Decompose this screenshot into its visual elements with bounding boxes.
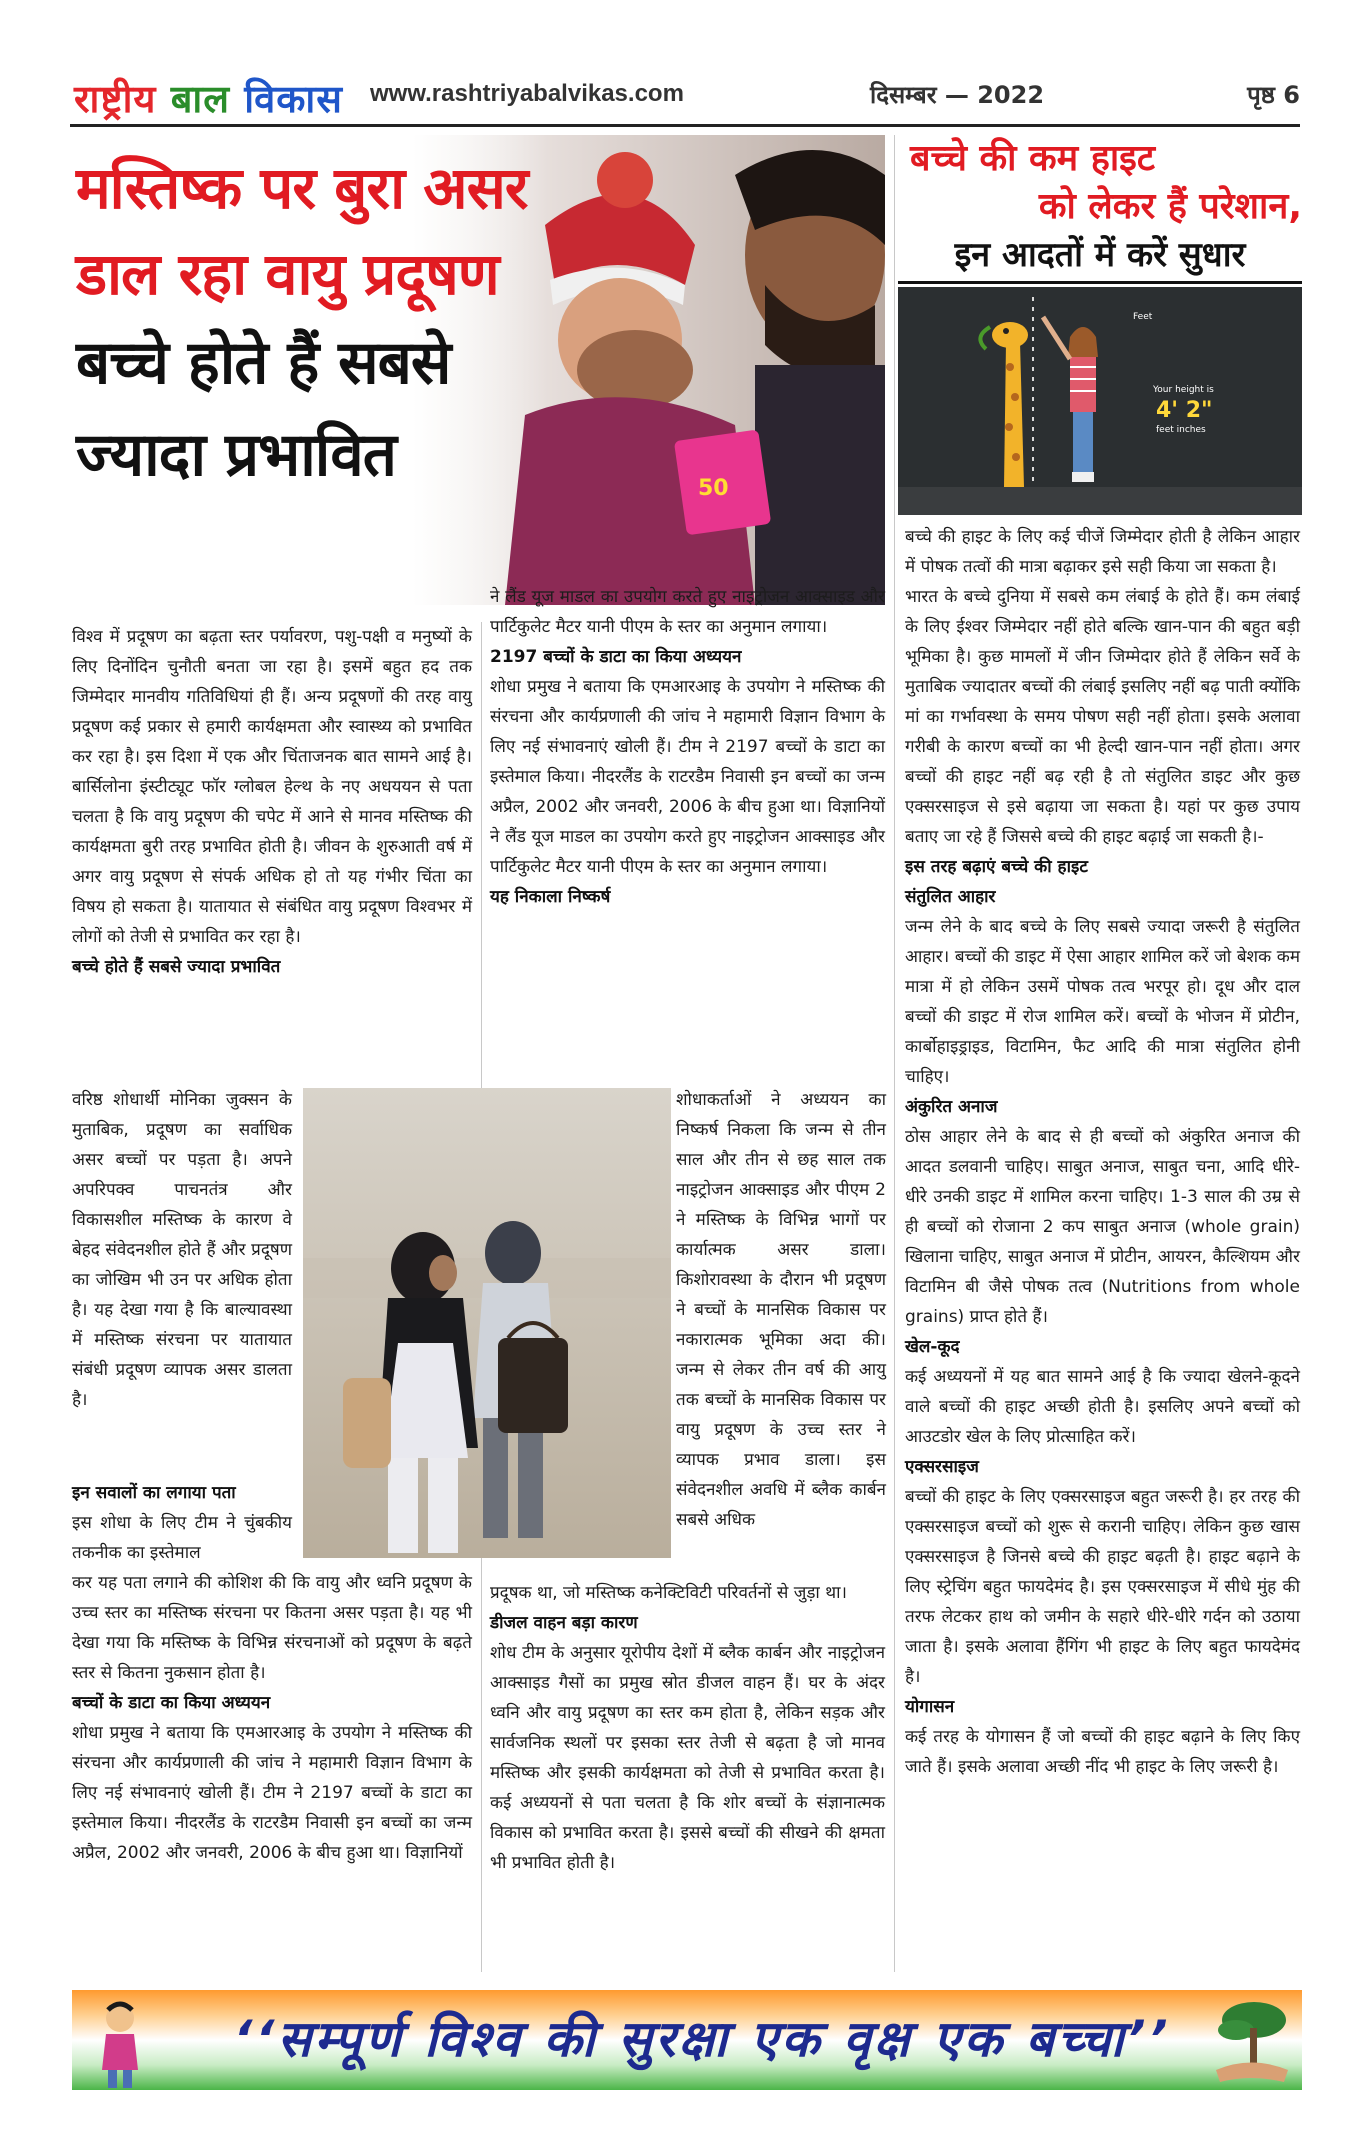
- issue-month: दिसम्बर: [870, 81, 937, 109]
- article-column-1-wrap: [72, 1085, 292, 1415]
- banner-slogan: ‘‘सम्पूर्ण विश्व की सुरक्षा एक वृक्ष एक बच्चा’’: [233, 2010, 1171, 2068]
- article-paragraph: भारत के बच्चे दुनिया में सबसे कम लंबाई के होते हैं। कम लंबाई के लिए ईश्वर जिम्मेदार नहीं होते बल्कि खान-पान की बहुत बड़ी भूमिका है। कुछ मामलों में जीन जिम्मेदार होते हैं लेकिन सर्वे के मुताबिक ज्यादातर बच्चों की लंबाई इसलिए नहीं बढ़ पाती क्योंकि मां का गर्भावस्था के समय पोषण सही नहीं होता। इसके अलावा गरीबी के कारण बच्चों का भी हेल्दी खान-पान नहीं होता। अगर बच्चों की हाइट नहीं बढ़ रही है तो संतुलित डाइट और कुछ एक्सरसाइज से इसे बढ़ाया जा सकता है। यहां पर कुछ उपाय बताए जा रहे हैं जिससे बच्चे की हाइट बढ़ाई जा सकती है।-: [905, 587, 1300, 847]
- article-subheading: एक्सरसाइज: [905, 1457, 979, 1477]
- newspaper-logo: [74, 72, 343, 122]
- main-headline: [76, 145, 596, 501]
- article-paragraph: प्रदूषक था, जो मस्तिष्क कनेक्टिविटी परिवर्तनों से जुड़ा था।: [490, 1583, 847, 1603]
- chart-top-label: Feet: [1133, 312, 1153, 322]
- article-subheading: डीजल वाहन बड़ा कारण: [490, 1613, 638, 1633]
- article-subheading: संतुलित आहार: [905, 887, 996, 907]
- article-paragraph: कई अध्ययनों में यह बात सामने आई है कि ज्यादा खेलने-कूदने वाले बच्चों की हाइट अच्छी होती है। इसलिए अपने बच्चों को आउटडोर खेल के लिए प्रोत्साहित करें।: [905, 1367, 1300, 1447]
- page-number-value: 6: [1283, 81, 1300, 109]
- website-link[interactable]: www.rashtriyabalvikas.com: [370, 80, 684, 107]
- article-column-2-lower: [490, 1578, 885, 1878]
- masthead: [70, 72, 1300, 127]
- headline-line-1: मस्तिष्क पर बुरा असर: [76, 154, 528, 222]
- child-figure-icon: [80, 1990, 160, 2090]
- height-headline-line-3: इन आदतों में करें सुधार: [898, 231, 1302, 284]
- girls-in-dust-storm-photo: [303, 1088, 671, 1558]
- issue-year: 2022: [977, 81, 1045, 109]
- page-label: पृष्ठ: [1247, 81, 1275, 109]
- article-paragraph: शोधा प्रमुख ने बताया कि एमआरआइ के उपयोग ने मस्तिष्क की संरचना और कार्यप्रणाली की जांच ने महामारी विज्ञान विभाग के लिए नई संभावनाएं खोली हैं। टीम ने 2197 बच्चों के डाटा का इस्तेमाल किया। नीदरलैंड के राटरडैम निवासी इन बच्चों का जन्म अप्रैल, 2002 और जनवरी, 2006 के बीच हुआ था। विज्ञानियों: [72, 1723, 472, 1863]
- article-subheading: अंकुरित अनाज: [905, 1097, 998, 1117]
- article-paragraph: शोधा प्रमुख ने बताया कि एमआरआइ के उपयोग ने मस्तिष्क की संरचना और कार्यप्रणाली की जांच ने महामारी विज्ञान विभाग के लिए नई संभावनाएं खोली हैं। टीम ने 2197 बच्चों के डाटा का इस्तेमाल किया। नीदरलैंड के राटरडैम निवासी इन बच्चों का जन्म अप्रैल, 2002 और जनवरी, 2006 के बीच हुआ था। विज्ञानियों ने लैंड यूज माडल का उपयोग करते हुए नाइट्रोजन आक्साइड और पार्टिकुलेट मैटर यानी पीएम के स्तर का अनुमान लगाया।: [490, 677, 885, 877]
- column-divider: [894, 135, 895, 1972]
- chart-units: feet inches: [1156, 425, 1206, 435]
- article-paragraph: विश्व में प्रदूषण का बढ़ता स्तर पर्यावरण, पशु-पक्षी व मनुष्यों के लिए दिनोंदिन चुनौती बनता जा रहा है। इसमें बहुत हद तक जिम्मेदार मानवीय गतिविधियां ही हैं। अन्य प्रदूषणों की तरह वायु प्रदूषण कई प्रकार से हमारी कार्यक्षमता और स्वास्थ्य को प्रभावित कर रहा है। इस दिशा में एक और चिंताजनक बात सामने आई है। बार्सिलोना इंस्टीट्यूट फॉर ग्लोबल हेल्थ के नए अधययन से पता चलता है कि वायु प्रदूषण की चपेट में आने से मानव मस्तिष्क की कार्यक्षमता बुरी तरह प्रभावित होती है। जीवन के शुरुआती वर्ष में अगर वायु प्रदूषण से संपर्क अधिक हो तो यह गंभीर चिंता का विषय हो सकता है। यातायात से संबंधित वायु प्रदूषण विश्वभर में लोगों को तेजी से प्रभावित कर रहा है।: [72, 627, 472, 947]
- article-subheading: इन सवालों का लगाया पता: [72, 1483, 236, 1503]
- main-story-headline-block: [70, 135, 885, 605]
- article-column-2: [490, 582, 885, 912]
- logo-word-2: बाल: [170, 77, 231, 121]
- date-dash: —: [944, 81, 969, 109]
- logo-word-1: राष्ट्रीय: [74, 77, 157, 121]
- logo-word-3: विकास: [244, 77, 343, 121]
- article-subheading: योगासन: [905, 1697, 955, 1717]
- article-subheading: 2197 बच्चों के डाटा का किया अध्ययन: [490, 647, 742, 667]
- article-column-1-lower-b: [72, 1568, 472, 1868]
- article-subheading: बच्चों के डाटा का किया अध्ययन: [72, 1693, 271, 1713]
- article-paragraph: ने लैंड यूज माडल का उपयोग करते हुए नाइट्रोजन आक्साइड और पार्टिकुलेट मैटर यानी पीएम के स्तर का अनुमान लगाया।: [490, 587, 885, 637]
- article-column-2-wrap: [676, 1085, 886, 1535]
- article-column-1-wrap-2: [72, 1508, 292, 1568]
- chart-height-value: 4' 2": [1156, 398, 1213, 423]
- article-paragraph: इस शोधा के लिए टीम ने चुंबकीय तकनीक का इस्तेमाल: [72, 1513, 292, 1563]
- article-subheading: इस तरह बढ़ाएं बच्चे की हाइट: [905, 857, 1088, 877]
- article-paragraph: ठोस आहार लेने के बाद से ही बच्चों को अंकुरित अनाज की आदत डलवानी चाहिए। साबुत अनाज, साबुत चना, आदि धीरे-धीरे उनकी डाइट में शामिल करना चाहिए। 1-3 साल की उम्र से ही बच्चों को रोजाना 2 कप साबुत अनाज (whole grain) खिलाना चाहिए, साबुत अनाज में प्रोटीन, आयरन, कैल्शियम और विटामिन बी जैसे पोषक तत्व (Nutritions from whole grains) प्राप्त होते हैं।: [905, 1127, 1300, 1327]
- slogan-banner: [72, 1990, 1302, 2090]
- article-column-1: [72, 622, 472, 982]
- article-column-3: [905, 522, 1300, 1782]
- snack-packet-label: 50: [698, 476, 729, 501]
- height-headline-line-1: बच्चे की कम हाइट: [910, 138, 1155, 179]
- height-chart-illustration: [898, 287, 1302, 515]
- giraffe-height-chart-photo: [898, 287, 1302, 515]
- article-paragraph: कर यह पता लगाने की कोशिश की कि वायु और ध्वनि प्रदूषण के उच्च स्तर का मस्तिष्क संरचना पर कितना असर पड़ता है। यह भी देखा गया कि मस्तिष्क के विभिन्न संरचनाओं को प्रदूषण के बढ़ते स्तर से कितना नुकसान होता है।: [72, 1573, 472, 1683]
- page-number: [1247, 78, 1300, 111]
- height-story-headline: [898, 135, 1302, 284]
- article-subheading: बच्चे होते हैं सबसे ज्यादा प्रभावित: [72, 957, 281, 977]
- article-paragraph: शोध टीम के अनुसार यूरोपीय देशों में ब्लैक कार्बन और नाइट्रोजन आक्साइड गैसों का प्रमुख स्रोत डीजल वाहन हैं। घर के अंदर ध्वनि और वायु प्रदूषण का स्तर कम होता है, लेकिन सड़क और सार्वजनिक स्थलों पर इसका स्तर तेजी से बढ़ता है जो मानव मस्तिष्क और इसकी कार्यक्षमता को तेजी से प्रभावित करता है। कई अध्ययनों से पता चलता है कि शोर बच्चों के संज्ञानात्मक विकास को प्रभावित करता है। इससे बच्चों की सीखने की क्षमता भी प्रभावित होती है।: [490, 1643, 885, 1873]
- headline-line-3: बच्चे होते हैं सबसे: [76, 328, 451, 398]
- article-paragraph: बच्चों की हाइट के लिए एक्सरसाइज बहुत जरूरी है। हर तरह की एक्सरसाइज बच्चों को शुरू से करानी चाहिए। लेकिन कुछ खास एक्सरसाइज है जिनसे बच्चे की हाइट बढ़ती है। हाइट बढ़ाने के लिए स्ट्रेचिंग बहुत फायदेमंद है। इस एक्सरसाइज में सीधे मुंह की तरफ लेटकर हाथ को जमीन के सहारे धीरे-धीरे गर्दन को उठाया जाता है। इसके अलावा हैंगिंग भी हाइट के लिए बहुत फायदेमंद है।: [905, 1487, 1300, 1687]
- chart-caption: Your height is: [1153, 385, 1214, 395]
- article-subheading: यह निकाला निष्कर्ष: [490, 887, 611, 907]
- article-subheading: खेल-कूद: [905, 1337, 960, 1357]
- article-paragraph: बच्चे की हाइट के लिए कई चीजें जिम्मेदार होती है लेकिन आहार में पोषक तत्वों की मात्रा बढ़ाकर इसे सही किया जा सकता है।: [905, 527, 1300, 577]
- dust-storm-illustration: [303, 1088, 671, 1558]
- headline-line-2: डाल रहा वायु प्रदूषण: [76, 240, 499, 308]
- article-paragraph: वरिष्ठ शोधार्थी मोनिका जुक्सन के मुताबिक, प्रदूषण का सर्वाधिक असर बच्चों पर पड़ता है। अपने अपरिपक्व पाचनतंत्र और विकासशील मस्तिष्क के कारण वे बेहद संवेदनशील होते हैं और प्रदूषण का जोखिम भी उन पर अधिक होता है। यह देखा गया है कि बाल्यावस्था में मस्तिष्क संरचना पर यातायात संबंधी प्रदूषण व्यापक असर डालता है।: [72, 1090, 292, 1410]
- issue-date: [870, 78, 1044, 111]
- article-paragraph: शोधाकर्ताओं ने अध्ययन का निष्कर्ष निकला कि जन्म से तीन साल और तीन से छह साल तक नाइट्रोजन आक्साइड और पीएम 2 ने मस्तिष्क के विभिन्न भागों पर कार्यात्मक असर डाला। किशोरावस्था के दौरान भी प्रदूषण ने बच्चों के मानसिक विकास पर नकारात्मक भूमिका अदा की। जन्म से लेकर तीन वर्ष की आयु तक बच्चों के मानसिक विकास पर वायु प्रदूषण के उच्च स्तर ने व्यापक प्रभाव डाला। इस संवेदनशील अवधि में ब्लैक कार्बन सबसे अधिक: [676, 1090, 886, 1530]
- tree-in-hand-icon: [1206, 1990, 1296, 2090]
- article-paragraph: कई तरह के योगासन हैं जो बच्चों की हाइट बढ़ाने के लिए किए जाते हैं। इसके अलावा अच्छी नींद भी हाइट के लिए जरूरी है।: [905, 1727, 1300, 1777]
- headline-line-4: ज्यादा प्रभावित: [76, 420, 396, 490]
- height-headline-line-2: को लेकर हैं परेशान,: [1038, 186, 1302, 227]
- article-paragraph: जन्म लेने के बाद बच्चे के लिए सबसे ज्यादा जरूरी है संतुलित आहार। बच्चों की डाइट में ऐसा आहार शामिल करें जो बेशक कम मात्रा में हो लेकिन उसमें पोषक तत्व भरपूर हो। दूध और दाल बच्चों की डाइट में रोज शामिल करें। बच्चों के भोजन में प्रोटीन, कार्बोहाइड्राइड, विटामिन, फैट आदि की मात्रा संतुलित होनी चाहिए।: [905, 917, 1300, 1087]
